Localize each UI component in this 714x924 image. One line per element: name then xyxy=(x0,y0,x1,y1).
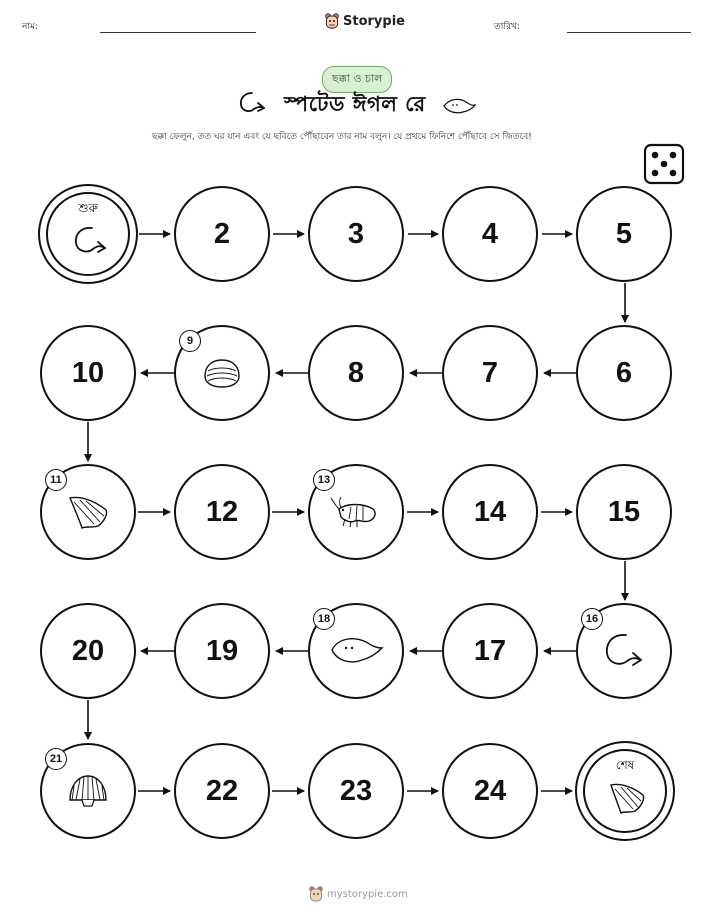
game-type-tag: ছক্কা ও চাল xyxy=(322,66,392,93)
storypie-mascot-icon xyxy=(309,886,323,902)
cell-number: 2 xyxy=(213,217,231,250)
board-cell-19[interactable] xyxy=(174,603,270,699)
logo-text: Storypie xyxy=(343,13,405,29)
cell-number: 17 xyxy=(473,634,507,667)
cell-number: 20 xyxy=(71,634,105,667)
cell-number-badge: 13 xyxy=(313,469,335,491)
cell-number-badge: 16 xyxy=(581,608,603,630)
cell-number: 6 xyxy=(615,356,633,389)
cell-number: 10 xyxy=(71,356,105,389)
cell-number: 24 xyxy=(473,774,507,807)
board-cell-10[interactable] xyxy=(40,325,136,421)
clam-icon xyxy=(201,356,243,390)
finish-cell[interactable] xyxy=(575,741,675,841)
cell-number-badge: 9 xyxy=(179,330,201,352)
page-title: স্পটেড ঈগল রে xyxy=(284,92,426,116)
board-cell-12[interactable] xyxy=(174,464,270,560)
board-cell-23[interactable] xyxy=(308,743,404,839)
cell-number: 8 xyxy=(347,356,365,389)
cell-number: 19 xyxy=(205,634,239,667)
instructions: ছক্কা ফেলুন, তত ঘর যান এবং যে ছবিতে পৌঁছাবেন তার নাম বলুন। যে প্রথমে ফিনিশে পৌঁছাবে সে জিতবে! xyxy=(152,132,532,142)
cell-number: 12 xyxy=(205,495,239,528)
cell-number: 4 xyxy=(481,217,499,250)
cell-number: 3 xyxy=(347,217,365,250)
board-cell-3[interactable] xyxy=(308,186,404,282)
footer-site[interactable]: mystorypie.com xyxy=(327,888,408,900)
name-label: নাম: xyxy=(22,22,39,32)
cell-number: 15 xyxy=(607,495,641,528)
cell-number-badge: 18 xyxy=(313,608,335,630)
board-cell-15[interactable] xyxy=(576,464,672,560)
ray-fin-icon xyxy=(64,492,112,532)
board-cell-8[interactable] xyxy=(308,325,404,421)
start-label: শুরু xyxy=(78,201,98,215)
cell-number: 22 xyxy=(205,774,239,807)
cell-number-badge: 21 xyxy=(45,748,67,770)
finish-label: শেষ xyxy=(615,758,635,772)
start-cell[interactable] xyxy=(38,184,138,284)
footer xyxy=(309,886,408,902)
hook-icon xyxy=(602,631,646,671)
cell-number-badge: 11 xyxy=(45,469,67,491)
date-label: তারিখ: xyxy=(494,22,520,32)
board-cell-5[interactable] xyxy=(576,186,672,282)
board-cell-2[interactable] xyxy=(174,186,270,282)
board-cell-20[interactable] xyxy=(40,603,136,699)
cell-number: 23 xyxy=(339,774,373,807)
board-cell-17[interactable] xyxy=(442,603,538,699)
board-cell-7[interactable] xyxy=(442,325,538,421)
board-cell-14[interactable] xyxy=(442,464,538,560)
board-cell-24[interactable] xyxy=(442,743,538,839)
hook-icon xyxy=(72,224,110,258)
shrimp-icon xyxy=(329,495,383,529)
scallop-shell-icon xyxy=(66,772,110,810)
stingray-icon xyxy=(328,634,384,668)
ray-fin-icon xyxy=(605,779,649,817)
board-cell-4[interactable] xyxy=(442,186,538,282)
cell-number: 5 xyxy=(615,217,633,250)
cell-number: 14 xyxy=(473,495,507,528)
board-cell-22[interactable] xyxy=(174,743,270,839)
board-cell-6[interactable] xyxy=(576,325,672,421)
cell-number: 7 xyxy=(481,356,499,389)
